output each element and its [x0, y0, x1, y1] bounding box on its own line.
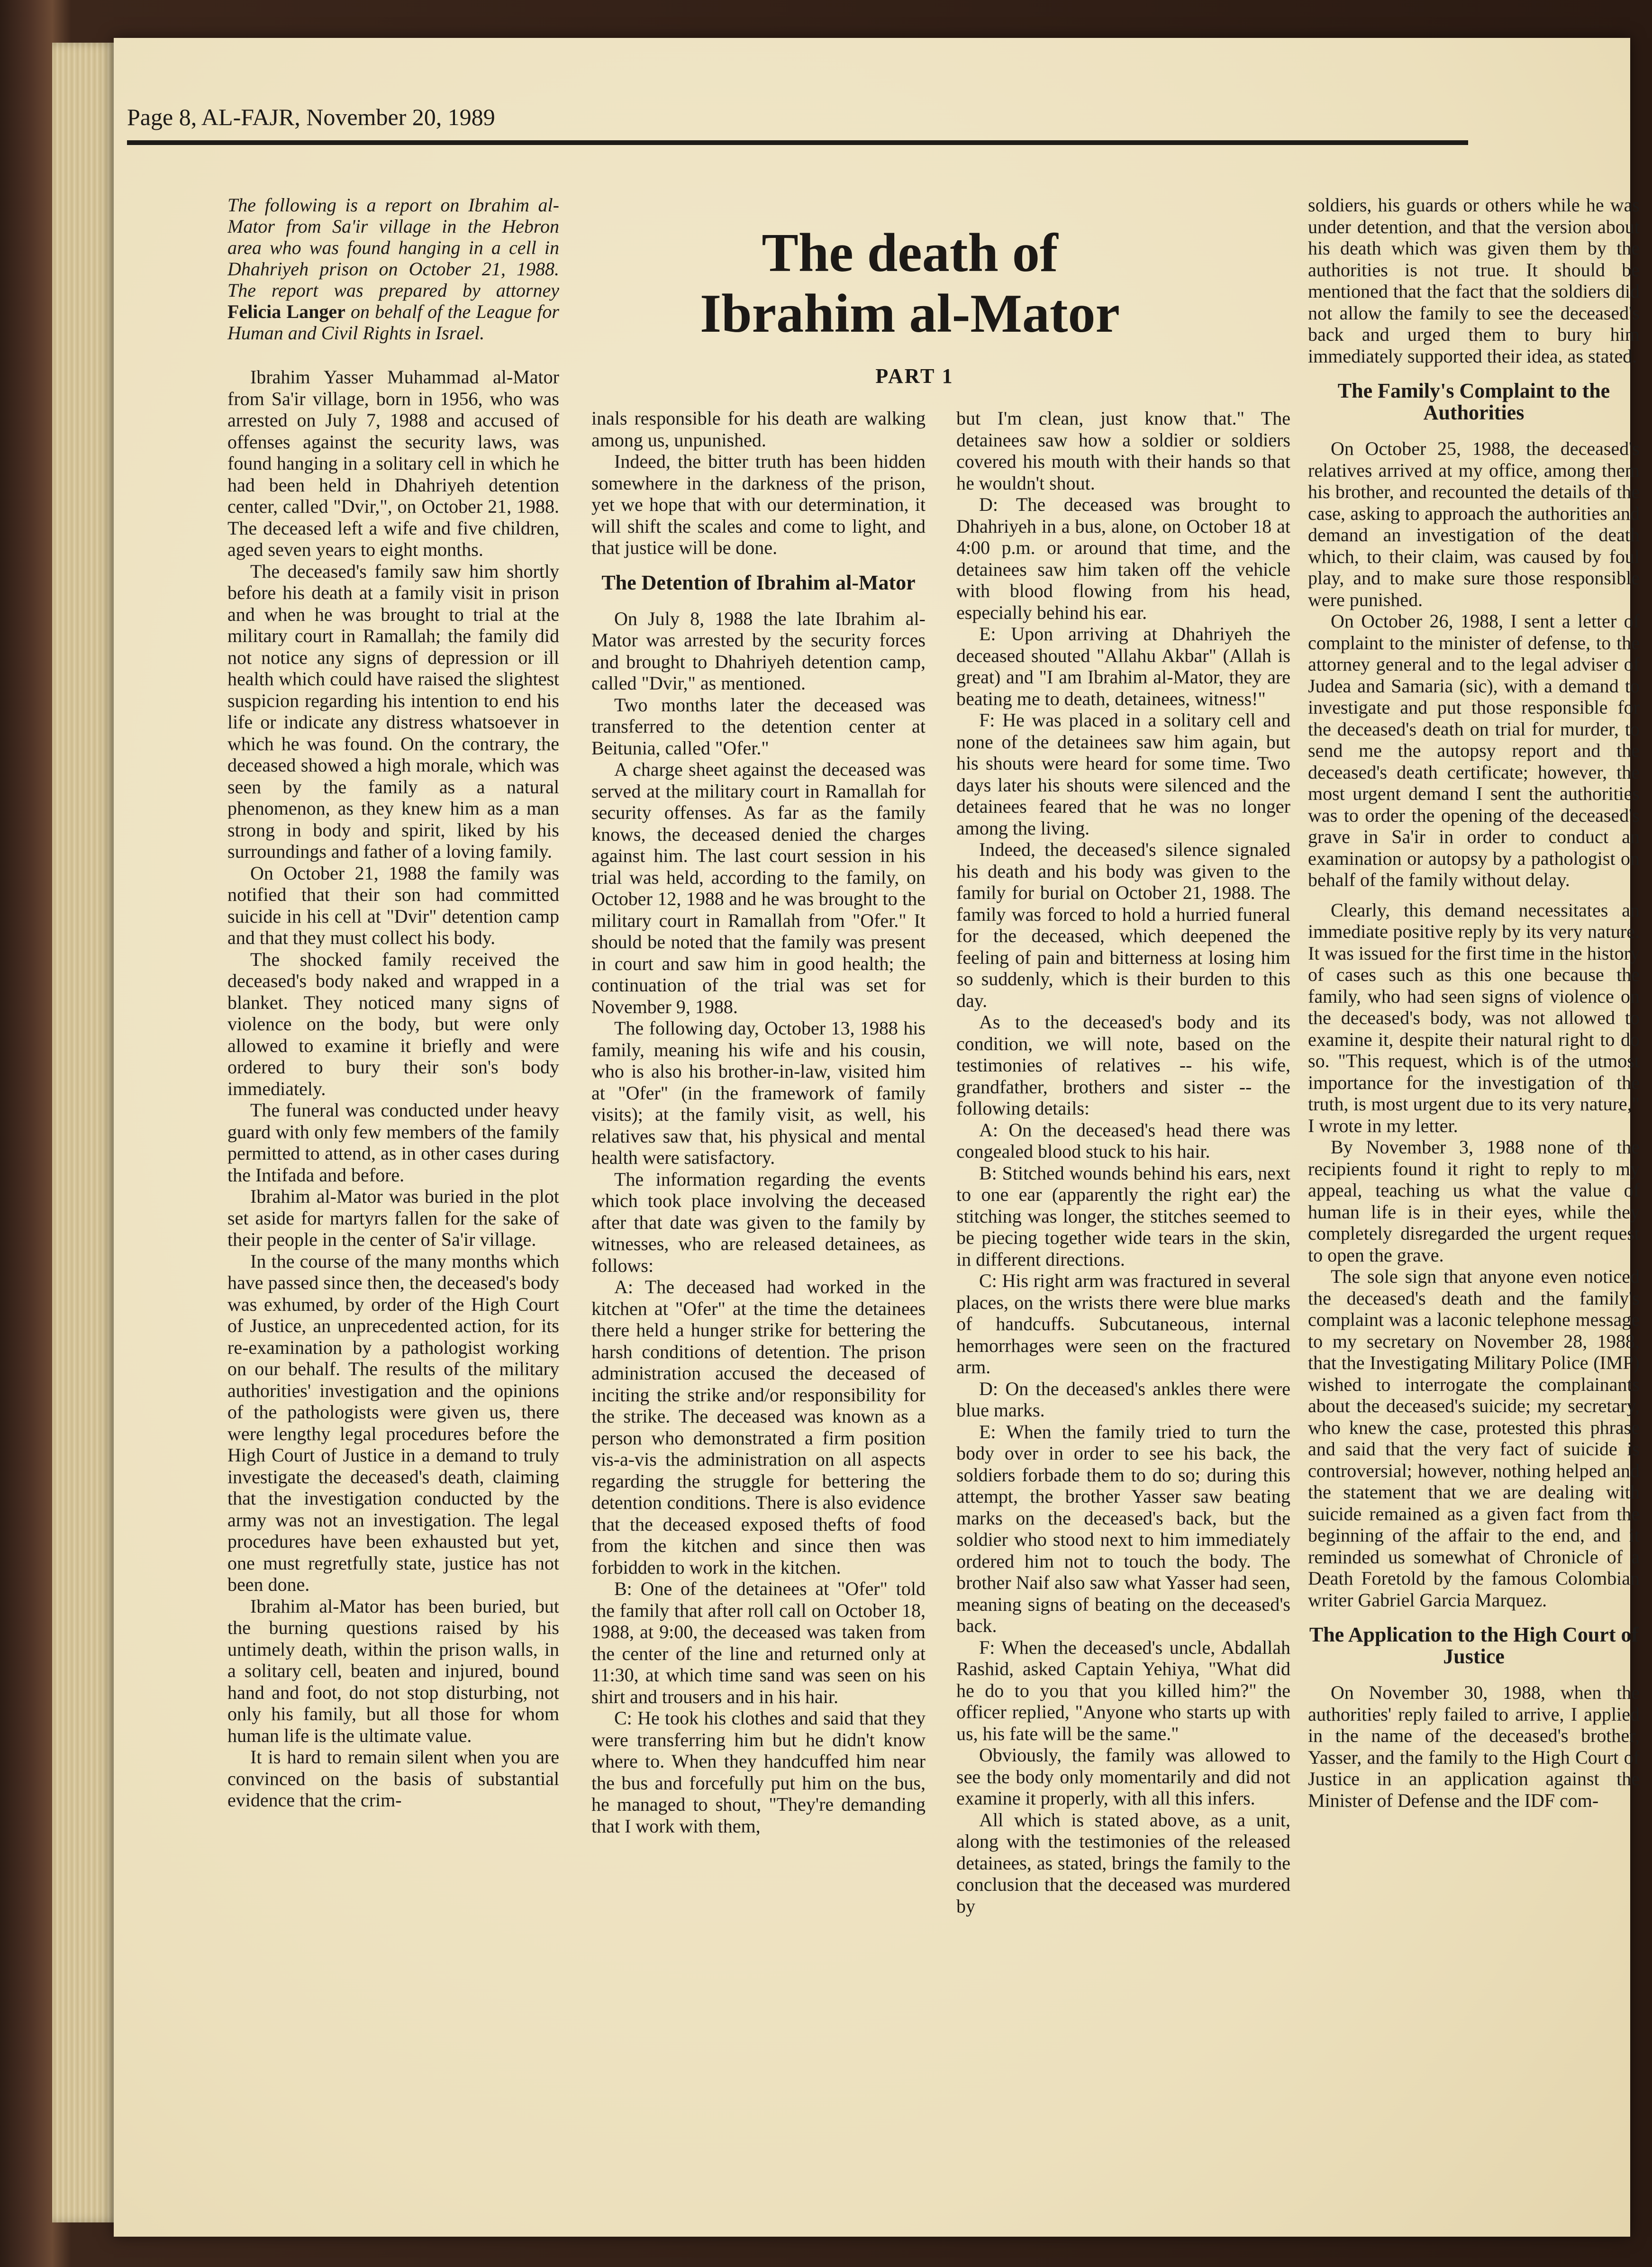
paragraph: A: On the deceased's head there was congealed blood stuck to his hair. [956, 1119, 1290, 1162]
paragraph: C: He took his clothes and said that they were transferring him but he didn't know where to. When they handcuffed him near the bus and forcefully put him on the bus, he managed to shout, "They're demanding that I work with them, [591, 1707, 926, 1837]
paragraph: Clearly, this demand necessitates an immediate positive reply by its very nature. It was issued for the first time in the history of cases such as this one because the family, who had seen signs of violence on the deceased's body, was not allowed to examine it, despite their natural right to do so. "This request, which is of the utmost importance for the investigation of the truth, is most urgent due to its very nature," I wrote in my letter. [1308, 899, 1640, 1136]
paragraph: D: The deceased was brought to Dhahriyeh in a bus, alone, on October 18 at 4:00 p.m. or around that time, and the detainees saw him taken off the vehicle with blood flowing from his head, especially behind his ear. [956, 494, 1290, 623]
paragraph: Obviously, the family was allowed to see the body only momentarily and did not examine it properly, with all this infers. [956, 1744, 1290, 1809]
page-header [127, 103, 1468, 141]
paragraph: The sole sign that anyone even noticed the deceased's death and the family's complaint was a laconic telephone message to my secretary on November 28, 1988, that the Investigating Military Police (IMP) wished to interrogate the complainants about the deceased's suicide; my secretary, who knew the case, protested this phrase and said that the very fact of suicide is controversial; however, nothing helped and the statement that we are dealing with suicide remained as a given fact from the beginning of the affair to the end, and it reminded us somewhat of Chronicle of a Death Foretold by the famous Colombian writer Gabriel Garcia Marquez. [1308, 1266, 1640, 1611]
intro-paragraph [227, 194, 559, 344]
paragraph: E: When the family tried to turn the body over in order to see his back, the soldiers forbade them to do so; during this attempt, the brother Yasser saw beating marks on the deceased's back, but the soldier who stood next to him immediately ordered him not to touch the body. The brother Naif also saw what Yasser had seen, meaning signs of beating on the deceased's back. [956, 1421, 1290, 1636]
title-line-2: Ibrahim al-Mator [700, 283, 1120, 344]
article-title [583, 223, 1237, 344]
paragraph: The deceased's family saw him shortly before his death at a family visit in prison and when he was brought to trial at the military court in Ramallah; the family did not notice any signs of depression or ill health which could have raised the slightest suspicion regarding his intention to end his life or indicate any distress whatsoever in which he was found. On the contrary, the deceased showed a high morale, which was seen by the family as a natural phenomenon, as they knew him as a man strong in body and spirit, liked by his surroundings and father of a loving family. [227, 560, 559, 862]
spacer [1308, 891, 1640, 899]
column-4 [1308, 194, 1640, 1811]
column-2 [591, 408, 926, 1837]
paragraph: On November 30, 1988, when the authorities' reply failed to arrive, I applied in the name of the deceased's brother, Yasser, and the family to the High Court of Justice in an application against the Minister of Defense and the IDF com- [1308, 1682, 1640, 1811]
paragraph: Ibrahim Yasser Muhammad al-Mator from Sa'ir village, born in 1956, who was arrested on July 7, 1988 and accused of offenses against the security laws, was found hanging in a solitary cell in which he had been held in Dhahriyeh detention center, called "Dvir,", on October 21, 1988. The deceased left a wife and five children, aged seven years to eight months. [227, 366, 559, 560]
paragraph: Indeed, the deceased's silence signaled his death and his body was given to the family for burial on October 21, 1988. The family was forced to hold a hurried funeral for the deceased, which deepened the feeling of pain and bitterness at losing him so suddenly, which is their burden to this day. [956, 839, 1290, 1011]
title-line-1: The death of [762, 223, 1058, 283]
paragraph: In the course of the many months which have passed since then, the deceased's body was exhumed, by order of the High Court of Justice, an unprecedented action, for its re-examination by a pathologist working on our behalf. The results of the military authorities' investigation and the opinions of the pathologists were given us, there were lengthy legal procedures before the High Court of Justice in a demand to truly investigate the deceased's death, claiming that the investigation conducted by the army was not an investigation. The legal procedures have been exhausted but yet, one must regretfully state, justice has not been done. [227, 1250, 559, 1595]
paragraph: but I'm clean, just know that." The detainees saw how a soldier or soldiers covered his mouth with their hands so that he wouldn't shout. [956, 408, 1290, 494]
paragraph: D: On the deceased's ankles there were blue marks. [956, 1378, 1290, 1421]
intro-text-a: The following is a report on Ibrahim al-Mator from Sa'ir village in the Hebron area who was found hanging in a cell in Dhahriyeh prison on October 21, 1988. The report was prepared by attorney [227, 194, 559, 301]
paragraph: By November 3, 1988 none of the recipients found it right to reply to my appeal, teaching us what the value of human life is in their eyes, while they completely disregarded the urgent request to open the grave. [1308, 1136, 1640, 1266]
spacer [591, 559, 926, 567]
paragraph: On October 21, 1988 the family was notified that their son had committed suicide in his cell at "Dvir" detention camp and that they must collect his body. [227, 862, 559, 948]
spacer [227, 344, 559, 366]
paragraph: All which is stated above, as a unit, along with the testimonies of the released detainees, as stated, brings the family to the conclusion that the deceased was murdered by [956, 1809, 1290, 1917]
paragraph: On October 25, 1988, the deceased's relatives arrived at my office, among them his brother, and recounted the details of the case, asking to approach the authorities and demand an investigation of the death which, to their claim, was caused by foul play, and to make sure those responsible were punished. [1308, 438, 1640, 610]
paragraph: The shocked family received the deceased's body naked and wrapped in a blanket. They noticed many signs of violence on the body, but were only allowed to examine it briefly and were ordered to bury their son's body immediately. [227, 948, 559, 1099]
subhead-application: The Application to the High Court of Justice [1309, 1623, 1639, 1668]
paragraph: Ibrahim al-Mator was buried in the plot set aside for martyrs fallen for the sake of their people in the center of Sa'ir village. [227, 1186, 559, 1250]
paragraph: soldiers, his guards or others while he was under detention, and that the version about his death which was given them by the authorities is not true. It should be mentioned that the fact that the soldiers did not allow the family to see the deceased's back and urged them to bury him immediately supported their idea, as stated. [1308, 194, 1640, 367]
paragraph: Indeed, the bitter truth has been hidden somewhere in the darkness of the prison, yet we hope that with our determination, it will shift the scales and come to light, and that justice will be done. [591, 451, 926, 558]
paragraph: Ibrahim al-Mator has been buried, but the burning questions raised by his untimely death, within the prison walls, in a solitary cell, beaten and injured, bound hand and foot, do not stop disturbing, not only his family, but all those for whom human life is the ultimate value. [227, 1595, 559, 1746]
paragraph: A charge sheet against the deceased was served at the military court in Ramallah for security offenses. As far as the family knows, the deceased denied the charges against him. The last court session in his trial was held, according to the family, on October 12, 1988 and he was brought to the military court in Ramallah from "Ofer." It should be noted that the family was present in court and saw him in good health; the continuation of the trial was set for November 9, 1988. [591, 759, 926, 1017]
paragraph: F: When the deceased's uncle, Abdallah Rashid, asked Captain Yehiya, "What did he do to you that you killed him?" the officer replied, "Anyone who starts up with us, his fate will be the same." [956, 1636, 1290, 1744]
paragraph: As to the deceased's body and its condition, we will note, based on the testimonies of relatives -- his wife, grandfather, brothers and sister -- the following details: [956, 1011, 1290, 1119]
subhead-complaint: The Family's Complaint to the Authorities [1337, 379, 1610, 424]
paragraph: The information regarding the events which took place involving the deceased after that date was given to the family by witnesses, who are released detainees, as follows: [591, 1168, 926, 1276]
paragraph: It is hard to remain silent when you are convinced on the basis of substantial evidence that the crim- [227, 1746, 559, 1811]
paragraph: On October 26, 1988, I sent a letter of complaint to the minister of defense, to the attorney general and to the legal adviser of Judea and Samaria (sic), with a demand to investigate and put those responsible for the deceased's death on trial for murder, to send me the autopsy report and the deceased's death certificate; however, the most urgent demand I sent the authorities was to order the opening of the deceased's grave in Sa'ir in order to conduct an examination or autopsy by a pathologist on behalf of the family without delay. [1308, 610, 1640, 890]
spacer [1308, 1611, 1640, 1619]
paragraph: B: Stitched wounds behind his ears, next to one ear (apparently the right ear) the stitching was longer, the stitches seemed to be piecing together wide tears in the skin, in different directions. [956, 1162, 1290, 1270]
spacer [1308, 367, 1640, 375]
subhead-detention: The Detention of Ibrahim al-Mator [601, 571, 916, 594]
paragraph: F: He was placed in a solitary cell and none of the detainees saw him again, but his shouts were heard for some time. Two days later his shouts were silenced and the detainees feared that he was no longer among the living. [956, 709, 1290, 839]
page-stack-edge [52, 43, 118, 2222]
paragraph: On July 8, 1988 the late Ibrahim al-Mator was arrested by the security forces and brought to Dhahriyeh detention camp, called "Dvir," as mentioned. [591, 608, 926, 694]
paragraph: B: One of the detainees at "Ofer" told the family that after roll call on October 18, 1988, at 9:00, the deceased was taken from the center of the line and returned only at 11:30, at which time sand was seen on his shirt and trousers and in his hair. [591, 1578, 926, 1707]
paragraph: C: His right arm was fractured in several places, on the wrists there were blue marks of handcuffs. Subcutaneous, internal hemorrhages were seen on the fractured arm. [956, 1270, 1290, 1378]
paragraph: The funeral was conducted under heavy guard with only few members of the family permitted to attend, as in other cases during the Intifada and before. [227, 1099, 559, 1186]
column-1 [227, 194, 559, 1811]
header-rule [127, 140, 1468, 145]
intro-text-b: on behalf of the League for Human and Civil Rights in Israel. [227, 301, 559, 344]
column-3 [956, 408, 1290, 1917]
author-name: Felicia Langer [227, 301, 345, 322]
paragraph: Two months later the deceased was transferred to the detention center at Beitunia, called "Ofer." [591, 694, 926, 759]
header-text: Page 8, AL-FAJR, November 20, 1989 [127, 104, 495, 130]
paragraph: E: Upon arriving at Dhahriyeh the deceased shouted "Allahu Akbar" (Allah is great) and "I am Ibrahim al-Mator, they are beating me to death, detainees, witness!" [956, 623, 1290, 709]
paragraph: inals responsible for his death are walking among us, unpunished. [591, 408, 926, 451]
paragraph: A: The deceased had worked in the kitchen at "Ofer" at the time the detainees there held a hunger strike for bettering the harsh conditions of detention. The prison administration accused the deceased of inciting the strike and/or responsibility for the strike. The deceased was known as a person who demonstrated a firm position vis-a-vis the administration on all aspects regarding the struggle for bettering the detention conditions. There is also evidence that the deceased exposed thefts of food from the kitchen and since then was forbidden to work in the kitchen. [591, 1276, 926, 1578]
part-label: PART 1 [875, 364, 954, 388]
paragraph: The following day, October 13, 1988 his family, meaning his wife and his cousin, who is also his brother-in-law, visited him at "Ofer" (in the framework of family visits); at the family visit, as well, his relatives saw that, his physical and mental health were satisfactory. [591, 1017, 926, 1168]
